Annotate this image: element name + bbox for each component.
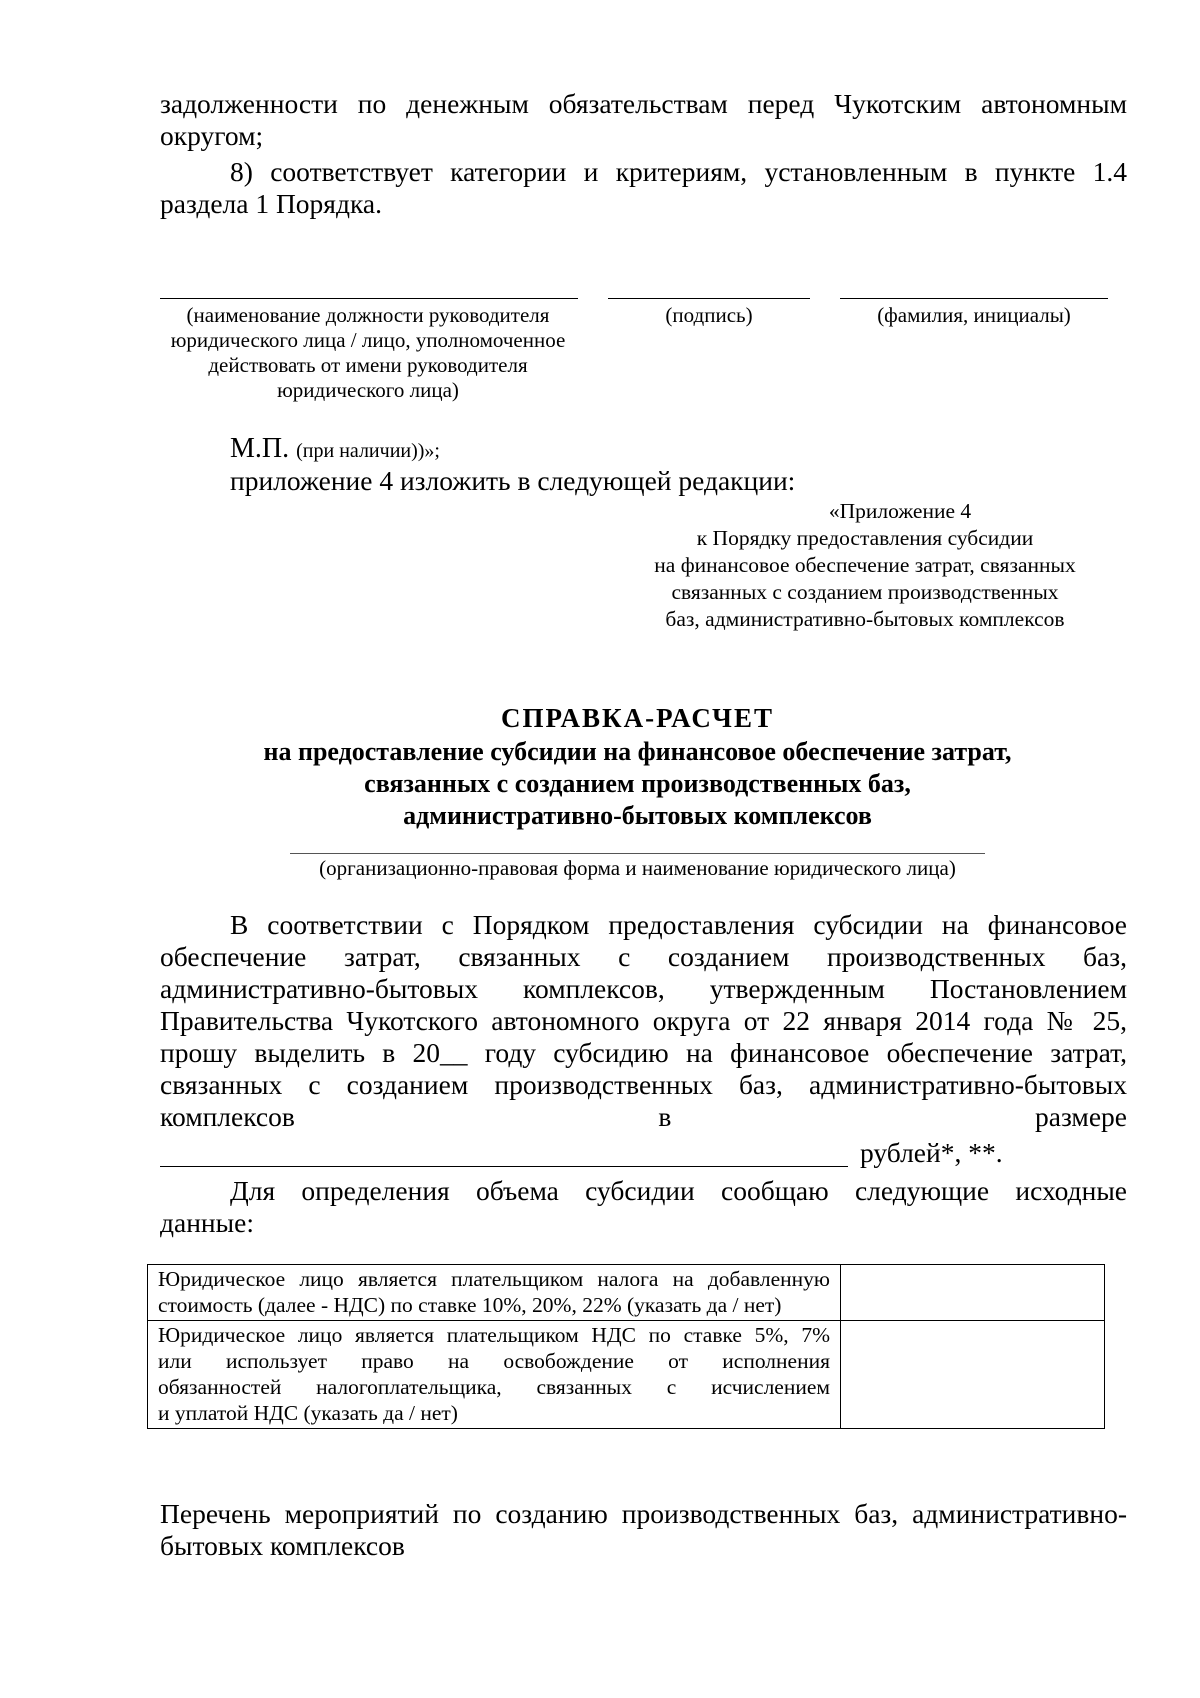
question-line: Юридическое лицо является плательщиком НДС по ставке 5%, 7% — [158, 1323, 830, 1347]
amount-suffix: рублей*, **. — [860, 1137, 1003, 1168]
position-caption-line: юридического лица) — [277, 378, 459, 402]
request-line: обеспечение затрат, связанных с созданием производственных баз, — [160, 941, 1127, 972]
subtitle-line: административно-бытовых комплексов — [403, 801, 872, 830]
name-line — [840, 298, 1108, 299]
events-heading-line: Перечень мероприятий по созданию производственных баз, административно- — [160, 1498, 1127, 1529]
appendix-header-line: баз, административно-бытовых комплексов — [665, 607, 1065, 631]
question-line: Юридическое лицо является плательщиком налога на добавленную — [158, 1267, 830, 1291]
signature-caption: (подпись) — [665, 303, 753, 327]
question-line: или использует право на освобождение от исполнения — [158, 1349, 830, 1373]
table-row — [148, 1321, 1105, 1429]
table-answer-cell[interactable] — [841, 1265, 1105, 1321]
amendment-text: приложение 4 изложить в следующей редакции: — [230, 465, 796, 496]
appendix-header-line: на финансовое обеспечение затрат, связанных — [654, 553, 1076, 577]
request-line: В соответствии с Порядком предоставления субсидии на финансовое — [230, 909, 1127, 940]
signature-line — [608, 298, 810, 299]
appendix-header — [625, 498, 1105, 633]
debt-text-line1: задолженности по денежным обязательствам перед Чукотским автономным — [160, 88, 1127, 119]
amount-line — [160, 1166, 848, 1167]
subtitle-line: связанных с созданием производственных баз, — [364, 769, 911, 798]
question-line: и уплатой НДС (указать да / нет) — [158, 1401, 458, 1425]
table-question-cell — [148, 1265, 841, 1321]
page-title: СПРАВКА-РАСЧЕТ — [501, 703, 774, 733]
nds-table — [147, 1264, 1105, 1429]
position-caption-line: действовать от имени руководителя — [208, 353, 528, 377]
position-caption-line: юридического лица / лицо, уполномоченное — [170, 328, 566, 352]
appendix-header-line: к Порядку предоставления субсидии — [696, 526, 1034, 550]
request-line: связанных с созданием производственных баз, административно-бытовых — [160, 1069, 1127, 1100]
table-question-cell — [148, 1321, 841, 1429]
intro-line: данные: — [160, 1207, 254, 1238]
position-caption — [148, 303, 588, 403]
request-line: прошу выделить в 20__ году субсидию на финансовое обеспечение затрат, — [160, 1037, 1127, 1068]
stamp-mp: М.П. — [230, 433, 290, 464]
stamp-label — [230, 433, 440, 467]
org-name-line — [290, 853, 985, 854]
debt-text-line2: округом; — [160, 120, 264, 151]
request-line: комплексов в размере — [160, 1101, 1127, 1132]
request-line: административно-бытовых комплексов, утвержденным Постановлением — [160, 973, 1127, 1004]
events-heading-line: бытовых комплексов — [160, 1530, 405, 1561]
request-paragraph — [160, 909, 1127, 1133]
title-subtitle — [140, 736, 1135, 832]
table-answer-cell[interactable] — [841, 1321, 1105, 1429]
intro-line: Для определения объема субсидии сообщаю следующие исходные — [230, 1175, 1127, 1206]
subtitle-line: на предоставление субсидии на финансовое обеспечение затрат, — [263, 737, 1012, 766]
appendix-header-line: «Приложение 4 — [828, 499, 972, 523]
request-line: Правительства Чукотского автономного округа от 22 января 2014 года № 25, — [160, 1005, 1127, 1036]
org-caption: (организационно-правовая форма и наименование юридического лица) — [319, 856, 956, 880]
item8-line2: раздела 1 Порядка. — [160, 188, 382, 219]
position-caption-line: (наименование должности руководителя — [186, 303, 550, 327]
position-signature-line — [160, 298, 578, 299]
item8-line1: 8) соответствует категории и критериям, установленным в пункте 1.4 — [230, 156, 1127, 187]
source-data-intro — [160, 1175, 1127, 1239]
appendix-header-line: связанных с созданием производственных — [671, 580, 1059, 604]
table-row — [148, 1265, 1105, 1321]
name-caption: (фамилия, инициалы) — [877, 303, 1071, 327]
question-line: обязанностей налогоплательщика, связанных с исчислением — [158, 1375, 830, 1399]
question-line: стоимость (далее - НДС) по ставке 10%, 20%, 22% (указать да / нет) — [158, 1293, 782, 1317]
stamp-note: (при наличии))»; — [296, 440, 440, 462]
events-list-heading — [160, 1498, 1127, 1562]
